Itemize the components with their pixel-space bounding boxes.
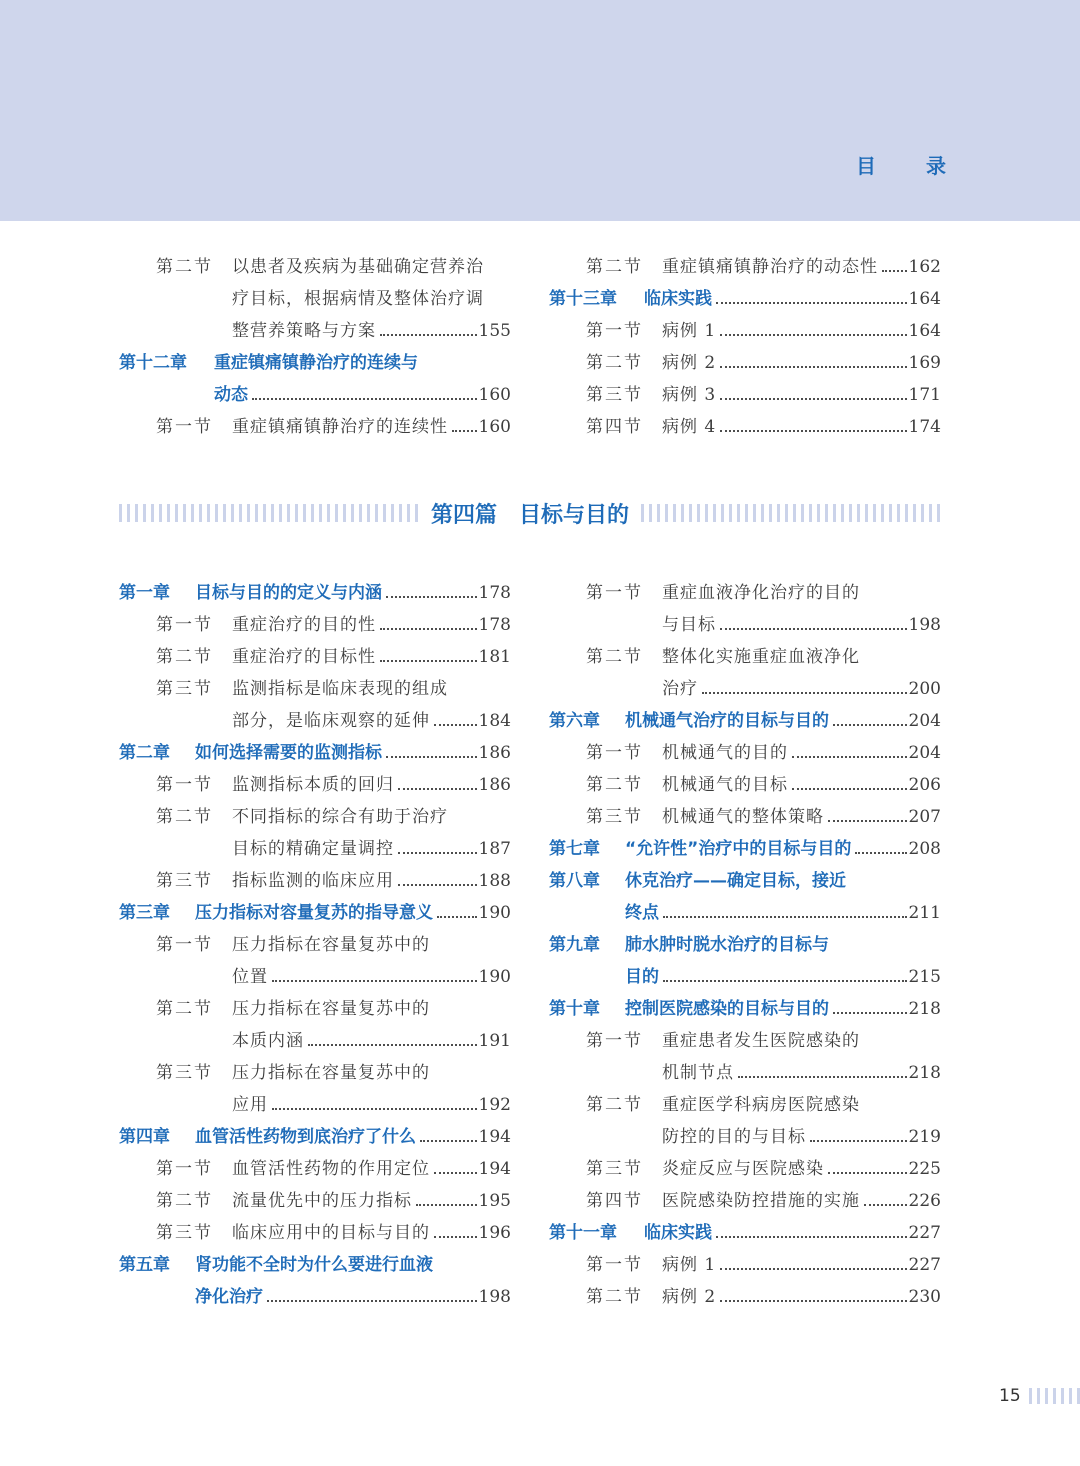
toc-section-row[interactable] (549, 251, 941, 283)
toc-leader-dots (828, 1172, 907, 1174)
toc-page-number: 198 (478, 1287, 511, 1307)
toc-entry-title: 压力指标对容量复苏的指导意义 (195, 903, 433, 923)
toc-page-number: 191 (478, 1031, 511, 1051)
toc-leader-dots (386, 596, 477, 598)
toc-column-top-right (549, 251, 941, 443)
toc-page-number: 218 (908, 999, 941, 1019)
toc-entry-code: 第二节 (586, 1095, 643, 1115)
toc-leader-dots (716, 302, 907, 304)
toc-section-row[interactable] (549, 1153, 941, 1185)
toc-entry-title: 压力指标在容量复苏中的 (232, 999, 430, 1019)
toc-chapter-row[interactable] (119, 1249, 511, 1281)
toc-page-number: 211 (908, 903, 941, 923)
part-banner (119, 496, 941, 530)
toc-entry-title: 应用 (232, 1095, 268, 1115)
toc-leader-dots (738, 1076, 907, 1078)
toc-chapter-row[interactable] (549, 993, 941, 1025)
toc-entry-title: 部分，是临床观察的延伸 (232, 711, 430, 731)
toc-entry-title: “允许性”治疗中的目标与目的 (625, 839, 852, 859)
toc-entry-title: 血管活性药物的作用定位 (232, 1159, 430, 1179)
toc-entry-title: 病例 3 (662, 385, 717, 405)
toc-section-row[interactable] (119, 993, 511, 1025)
toc-entry-title: 临床实践 (644, 1223, 712, 1243)
toc-section-row[interactable] (119, 1025, 511, 1057)
toc-entry-title: 重症镇痛镇静治疗的连续与 (214, 353, 418, 373)
toc-chapter-row[interactable] (549, 897, 941, 929)
toc-entry-code: 第一节 (586, 743, 643, 763)
toc-entry-code: 第一节 (156, 935, 213, 955)
toc-section-row[interactable] (549, 1185, 941, 1217)
toc-entry-code: 第十三章 (549, 289, 617, 309)
toc-chapter-row[interactable] (549, 705, 941, 737)
toc-header-title (856, 150, 946, 179)
toc-entry-code: 第三章 (119, 903, 170, 923)
header-band (0, 0, 1080, 221)
banner-stripes-right (641, 504, 941, 522)
toc-page-number: 207 (908, 807, 941, 827)
toc-chapter-row[interactable] (549, 1217, 941, 1249)
toc-entry-code: 第二节 (156, 1191, 213, 1211)
toc-leader-dots (380, 660, 477, 662)
toc-section-row[interactable] (549, 769, 941, 801)
page-number: 15 (999, 1386, 1021, 1406)
toc-entry-code: 第三节 (156, 1223, 213, 1243)
toc-entry-code: 第四节 (586, 417, 643, 437)
toc-page-number: 208 (908, 839, 941, 859)
toc-entry-title: 机械通气的整体策略 (662, 807, 824, 827)
toc-entry-code: 第一章 (119, 583, 170, 603)
toc-chapter-row[interactable] (119, 897, 511, 929)
toc-entry-title: 临床实践 (644, 289, 712, 309)
toc-section-row[interactable] (549, 1121, 941, 1153)
toc-entry-title: 机械通气的目标 (662, 775, 788, 795)
toc-entry-title: 疗目标，根据病情及整体治疗调 (232, 289, 484, 309)
toc-chapter-row[interactable] (549, 865, 941, 897)
toc-entry-code: 第二节 (586, 1287, 643, 1307)
toc-entry-code: 第二节 (156, 999, 213, 1019)
toc-page-number: 192 (478, 1095, 511, 1115)
toc-column-bottom-right (549, 577, 941, 1313)
toc-page-number: 190 (478, 967, 511, 987)
toc-entry-code: 第三节 (586, 1159, 643, 1179)
toc-entry-title: 临床应用中的目标与目的 (232, 1223, 430, 1243)
toc-chapter-row[interactable] (549, 833, 941, 865)
toc-section-row[interactable] (119, 1153, 511, 1185)
toc-entry-title: 本质内涵 (232, 1031, 304, 1051)
toc-page-number: 206 (908, 775, 941, 795)
toc-entry-title: 病例 1 (662, 1255, 717, 1275)
toc-leader-dots (792, 756, 907, 758)
toc-leader-dots (833, 1012, 907, 1014)
toc-section-row[interactable] (549, 315, 941, 347)
toc-entry-title: 治疗 (662, 679, 698, 699)
toc-leader-dots (720, 398, 906, 400)
toc-section-row[interactable] (119, 283, 511, 315)
toc-page-number: 204 (908, 743, 941, 763)
header-title-right: 录 (926, 154, 946, 178)
toc-leader-dots (720, 628, 907, 630)
toc-chapter-row[interactable] (549, 961, 941, 993)
toc-page-number: 194 (478, 1127, 511, 1147)
toc-section-row[interactable] (549, 801, 941, 833)
toc-entry-code: 第一节 (156, 417, 213, 437)
toc-page-number: 162 (908, 257, 941, 277)
toc-entry-title: 病例 2 (662, 353, 717, 373)
toc-entry-title: 肺水肿时脱水治疗的目标与 (625, 935, 829, 955)
toc-entry-title: 目标的精确定量调控 (232, 839, 394, 859)
toc-leader-dots (720, 366, 906, 368)
toc-leader-dots (882, 270, 907, 272)
toc-leader-dots (716, 1236, 907, 1238)
toc-entry-code: 第一节 (156, 1159, 213, 1179)
toc-entry-code: 第一节 (586, 1255, 643, 1275)
toc-entry-title: 与目标 (662, 615, 716, 635)
toc-entry-code: 第一节 (586, 1031, 643, 1051)
toc-entry-title: 防控的目的与目标 (662, 1127, 806, 1147)
toc-page-number: 227 (908, 1255, 941, 1275)
toc-entry-code: 第三节 (156, 871, 213, 891)
toc-section-row[interactable] (549, 737, 941, 769)
toc-leader-dots (792, 788, 907, 790)
toc-section-row[interactable] (549, 577, 941, 609)
toc-leader-dots (272, 980, 477, 982)
toc-entry-code: 第二节 (586, 775, 643, 795)
toc-entry-title: 重症镇痛镇静治疗的连续性 (232, 417, 448, 437)
toc-page-number: 178 (478, 615, 511, 635)
toc-page-number: 160 (478, 417, 511, 437)
toc-section-row[interactable] (549, 411, 941, 443)
toc-chapter-row[interactable] (119, 577, 511, 609)
toc-leader-dots (833, 724, 907, 726)
toc-page-number: 184 (478, 711, 511, 731)
toc-entry-code: 第二节 (586, 353, 643, 373)
toc-entry-title: 血管活性药物到底治疗了什么 (195, 1127, 416, 1147)
toc-section-row[interactable] (119, 705, 511, 737)
toc-chapter-row[interactable] (119, 737, 511, 769)
toc-entry-title: 机械通气治疗的目标与目的 (625, 711, 829, 731)
toc-page-number: 187 (478, 839, 511, 859)
toc-page-number: 190 (478, 903, 511, 923)
toc-leader-dots (663, 916, 907, 918)
toc-page-number: 164 (908, 289, 941, 309)
toc-entry-title: 目标与目的的定义与内涵 (195, 583, 382, 603)
toc-entry-title: 重症治疗的目标性 (232, 647, 376, 667)
banner-stripes-left (119, 504, 419, 522)
toc-section-row[interactable] (549, 1089, 941, 1121)
toc-entry-code: 第八章 (549, 871, 600, 891)
toc-entry-code: 第四章 (119, 1127, 170, 1147)
toc-entry-code: 第三节 (156, 679, 213, 699)
toc-page-number: 169 (908, 353, 941, 373)
toc-leader-dots (434, 724, 477, 726)
toc-leader-dots (386, 756, 477, 758)
toc-page-number: 174 (908, 417, 941, 437)
toc-section-row[interactable] (549, 609, 941, 641)
toc-entry-title: 如何选择需要的监测指标 (195, 743, 382, 763)
toc-entry-title: 病例 1 (662, 321, 717, 341)
toc-section-row[interactable] (549, 347, 941, 379)
toc-entry-title: 整营养策略与方案 (232, 321, 376, 341)
toc-leader-dots (855, 852, 906, 854)
toc-section-row[interactable] (119, 641, 511, 673)
toc-section-row[interactable] (119, 315, 511, 347)
toc-leader-dots (720, 1268, 906, 1270)
toc-leader-dots (252, 398, 477, 400)
toc-page-number: 227 (908, 1223, 941, 1243)
toc-section-row[interactable] (549, 1249, 941, 1281)
page-number-stripes (1029, 1388, 1080, 1404)
toc-entry-title: 机制节点 (662, 1063, 734, 1083)
toc-page-number: 198 (908, 615, 941, 635)
toc-entry-code: 第三节 (586, 807, 643, 827)
toc-entry-title: 病例 4 (662, 417, 717, 437)
toc-page-number: 196 (478, 1223, 511, 1243)
toc-entry-code: 第十章 (549, 999, 600, 1019)
toc-entry-code: 第一节 (586, 321, 643, 341)
toc-section-row[interactable] (119, 1057, 511, 1089)
toc-leader-dots (272, 1108, 477, 1110)
toc-section-row[interactable] (119, 929, 511, 961)
toc-entry-title: 以患者及疾病为基础确定营养治 (232, 257, 484, 277)
toc-entry-title: 机械通气的目的 (662, 743, 788, 763)
toc-page-number: 225 (908, 1159, 941, 1179)
toc-entry-title: 重症血液净化治疗的目的 (662, 583, 860, 603)
toc-entry-code: 第二节 (156, 257, 213, 277)
toc-leader-dots (308, 1044, 477, 1046)
toc-chapter-row[interactable] (119, 379, 511, 411)
toc-section-row[interactable] (119, 251, 511, 283)
toc-entry-code: 第三节 (586, 385, 643, 405)
toc-entry-title: 重症患者发生医院感染的 (662, 1031, 860, 1051)
toc-entry-code: 第二章 (119, 743, 170, 763)
toc-entry-code: 第一节 (156, 775, 213, 795)
toc-section-row[interactable] (119, 801, 511, 833)
toc-entry-title: 休克治疗——确定目标，接近 (625, 871, 846, 891)
toc-page-number: 200 (908, 679, 941, 699)
toc-entry-code: 第九章 (549, 935, 600, 955)
toc-page-number: 188 (478, 871, 511, 891)
toc-leader-dots (398, 788, 477, 790)
toc-page-number: 215 (908, 967, 941, 987)
toc-leader-dots (398, 852, 477, 854)
toc-leader-dots (437, 916, 477, 918)
toc-leader-dots (434, 1172, 477, 1174)
toc-entry-code: 第一节 (156, 615, 213, 635)
toc-entry-code: 第十一章 (549, 1223, 617, 1243)
toc-entry-code: 第七章 (549, 839, 600, 859)
toc-entry-title: 炎症反应与医院感染 (662, 1159, 824, 1179)
toc-entry-code: 第三节 (156, 1063, 213, 1083)
toc-entry-title: 重症镇痛镇静治疗的动态性 (662, 257, 878, 277)
toc-section-row[interactable] (119, 411, 511, 443)
toc-section-row[interactable] (549, 673, 941, 705)
toc-leader-dots (720, 1300, 906, 1302)
page-number-block (999, 1386, 1080, 1406)
toc-section-row[interactable] (119, 1185, 511, 1217)
toc-entry-title: 控制医院感染的目标与目的 (625, 999, 829, 1019)
toc-entry-code: 第五章 (119, 1255, 170, 1275)
toc-leader-dots (452, 430, 477, 432)
toc-entry-code: 第二节 (586, 257, 643, 277)
toc-section-row[interactable] (119, 673, 511, 705)
toc-section-row[interactable] (549, 1025, 941, 1057)
toc-page-number: 186 (478, 775, 511, 795)
toc-page-number: 194 (478, 1159, 511, 1179)
toc-section-row[interactable] (119, 769, 511, 801)
toc-page-number: 186 (478, 743, 511, 763)
toc-leader-dots (434, 1236, 477, 1238)
toc-chapter-row[interactable] (119, 1281, 511, 1313)
toc-section-row[interactable] (119, 833, 511, 865)
toc-leader-dots (380, 334, 477, 336)
toc-page-number: 155 (478, 321, 511, 341)
toc-chapter-row[interactable] (549, 283, 941, 315)
toc-column-bottom-left (119, 577, 511, 1313)
toc-page-number: 171 (908, 385, 941, 405)
toc-entry-title: 不同指标的综合有助于治疗 (232, 807, 448, 827)
toc-entry-code: 第二节 (586, 647, 643, 667)
toc-leader-dots (720, 334, 906, 336)
toc-chapter-row[interactable] (119, 1121, 511, 1153)
toc-page-number: 164 (908, 321, 941, 341)
toc-entry-title: 流量优先中的压力指标 (232, 1191, 412, 1211)
toc-column-top-left (119, 251, 511, 443)
toc-entry-code: 第一节 (586, 583, 643, 603)
toc-entry-title: 位置 (232, 967, 268, 987)
toc-page-number: 204 (908, 711, 941, 731)
toc-leader-dots (398, 884, 477, 886)
toc-entry-code: 第二节 (156, 647, 213, 667)
header-title-left: 目 (856, 154, 876, 178)
toc-leader-dots (810, 1140, 907, 1142)
toc-entry-title: 肾功能不全时为什么要进行血液 (195, 1255, 433, 1275)
toc-entry-code: 第六章 (549, 711, 600, 731)
toc-section-row[interactable] (549, 1057, 941, 1089)
toc-entry-code: 第十二章 (119, 353, 187, 373)
toc-leader-dots (380, 628, 477, 630)
toc-leader-dots (267, 1300, 477, 1302)
toc-section-row[interactable] (549, 379, 941, 411)
toc-entry-title: 整体化实施重症血液净化 (662, 647, 860, 667)
toc-entry-title: 病例 2 (662, 1287, 717, 1307)
toc-entry-title: 压力指标在容量复苏中的 (232, 1063, 430, 1083)
toc-section-row[interactable] (119, 609, 511, 641)
toc-entry-title: 动态 (214, 385, 248, 405)
toc-leader-dots (420, 1140, 477, 1142)
toc-leader-dots (702, 692, 907, 694)
toc-leader-dots (864, 1204, 907, 1206)
toc-page-number: 226 (908, 1191, 941, 1211)
part-name: 目标与目的 (519, 502, 630, 528)
toc-chapter-row[interactable] (119, 347, 511, 379)
toc-entry-title: 监测指标本质的回归 (232, 775, 394, 795)
toc-page-number: 218 (908, 1063, 941, 1083)
part-code: 第四篇 (430, 502, 497, 528)
toc-leader-dots (663, 980, 907, 982)
toc-chapter-row[interactable] (549, 929, 941, 961)
toc-entry-code: 第四节 (586, 1191, 643, 1211)
toc-entry-title: 重症医学科病房医院感染 (662, 1095, 860, 1115)
toc-section-row[interactable] (119, 961, 511, 993)
toc-section-row[interactable] (119, 1217, 511, 1249)
toc-entry-code: 第二节 (156, 807, 213, 827)
toc-page-number: 195 (478, 1191, 511, 1211)
toc-page-number: 160 (478, 385, 511, 405)
toc-entry-title: 监测指标是临床表现的组成 (232, 679, 448, 699)
toc-leader-dots (416, 1204, 477, 1206)
toc-section-row[interactable] (119, 1089, 511, 1121)
toc-entry-title: 指标监测的临床应用 (232, 871, 394, 891)
toc-entry-title: 重症治疗的目的性 (232, 615, 376, 635)
toc-page-number: 219 (908, 1127, 941, 1147)
part-title (419, 498, 641, 529)
toc-entry-title: 净化治疗 (195, 1287, 263, 1307)
toc-page-number: 181 (478, 647, 511, 667)
toc-leader-dots (720, 430, 906, 432)
toc-entry-title: 目的 (625, 967, 659, 987)
toc-section-row[interactable] (549, 641, 941, 673)
toc-section-row[interactable] (119, 865, 511, 897)
toc-entry-title: 医院感染防控措施的实施 (662, 1191, 860, 1211)
toc-page-number: 230 (908, 1287, 941, 1307)
toc-page-number: 178 (478, 583, 511, 603)
toc-entry-title: 终点 (625, 903, 659, 923)
toc-entry-title: 压力指标在容量复苏中的 (232, 935, 430, 955)
toc-leader-dots (828, 820, 907, 822)
toc-section-row[interactable] (549, 1281, 941, 1313)
